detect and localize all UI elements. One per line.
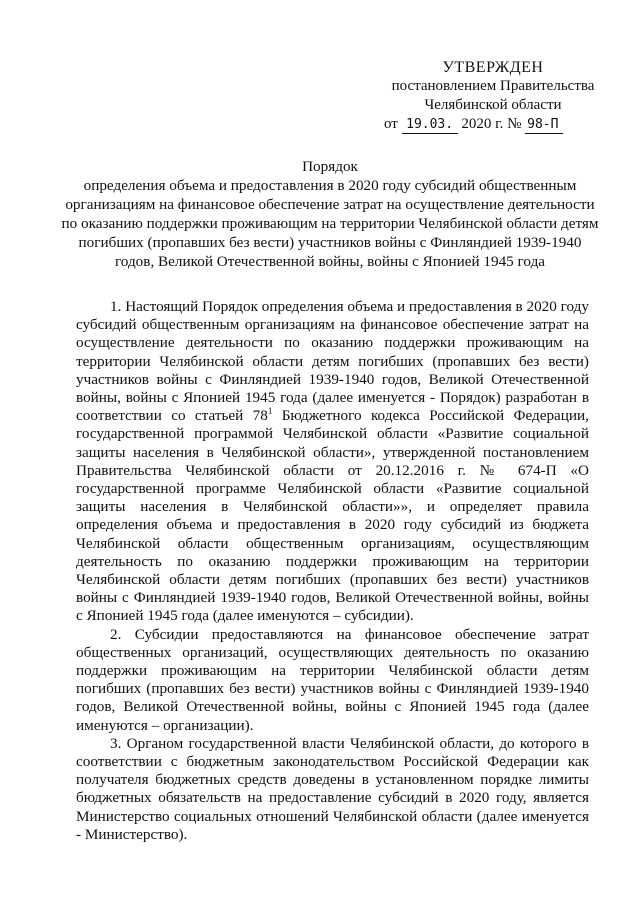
- paragraph-1-part-a: 1. Настоящий Порядок определения объема и предоставления в 2020 году субсидий общественным организациям на финансовое обеспечение затрат на осуществление деятельности по оказанию поддержки проживающим на территории Челябинской области детям погибших (пропавших без вести) участников войны с Финляндией 1939-1940 годов, Великой Отечественной войны, войны с Японией 1945 года (далее именуется - Порядок) разработан в соответствии со статьей 78: [76, 298, 589, 425]
- approval-line-1: постановлением Правительства: [391, 78, 595, 94]
- approval-stamp: [378, 58, 608, 134]
- document-title: Порядок: [302, 158, 358, 175]
- approval-date-line: [378, 115, 608, 134]
- date-value: 19.03.: [402, 117, 458, 134]
- approval-title: УТВЕРЖДЕН: [442, 59, 544, 76]
- paragraph-1: [76, 298, 589, 626]
- approval-line-2: Челябинской области: [424, 97, 562, 113]
- paragraph-3: 3. Органом государственной власти Челябинской области, до которого в соответствии с бюджетным законодательством Российской Федерации как получателя бюджетных средств доведены в установленном порядке лимиты бюджетных обязательств на предоставление субсидий в 2020 году, является Министерство социальных отношений Челябинской области (далее именуется - Министерство).: [76, 734, 589, 843]
- date-prefix: от: [384, 116, 398, 132]
- article-superscript: 1: [267, 406, 273, 417]
- paragraph-1-part-b: Бюджетного кодекса Российской Федерации, государственной программой Челябинской области «Развитие социальной защиты населения в Челябинской области», утвержденной постановлением Правительства Челябинской области от 20.12.2016 г. № 674-П «О государственной программе Челябинской области «Развитие социальной защиты населения в Челябинской области»», и определяет правила определения объема и предоставления в 2020 году субсидий из бюджета Челябинской области общественным организациям, осуществляющим деятельность по оказанию поддержки проживающим на территории Челябинской области детям погибших (пропавших без вести) участников войны с Финляндией 1939-1940 годов, Великой Отечественной войны, войны с Японией 1945 года (далее именуются – субсидии).: [76, 407, 589, 625]
- document-body: [76, 298, 589, 844]
- year-text: 2020 г. №: [461, 116, 522, 132]
- document-number: 98-П: [525, 117, 563, 134]
- paragraph-2: 2. Субсидии предоставляются на финансовое обеспечение затрат общественных организаций, осуществляющих деятельность по оказанию поддержки проживающим на территории Челябинской области детям погибших (пропавших без вести) участников войны с Финляндией 1939-1940 годов, Великой Отечественной войны, войны с Японией 1945 года (далее именуются – организации).: [76, 625, 589, 734]
- document-subtitle: определения объема и предоставления в 2020 году субсидий общественным организациям на финансовое обеспечение затрат на осуществление деятельности по оказанию поддержки проживающим на территории Челябинской области детям погибших (пропавших без вести) участников войны с Финляндией 1939-1940 годов, Великой Отечественной войны, войны с Японией 1945 года: [61, 177, 599, 270]
- document-heading: [60, 157, 600, 271]
